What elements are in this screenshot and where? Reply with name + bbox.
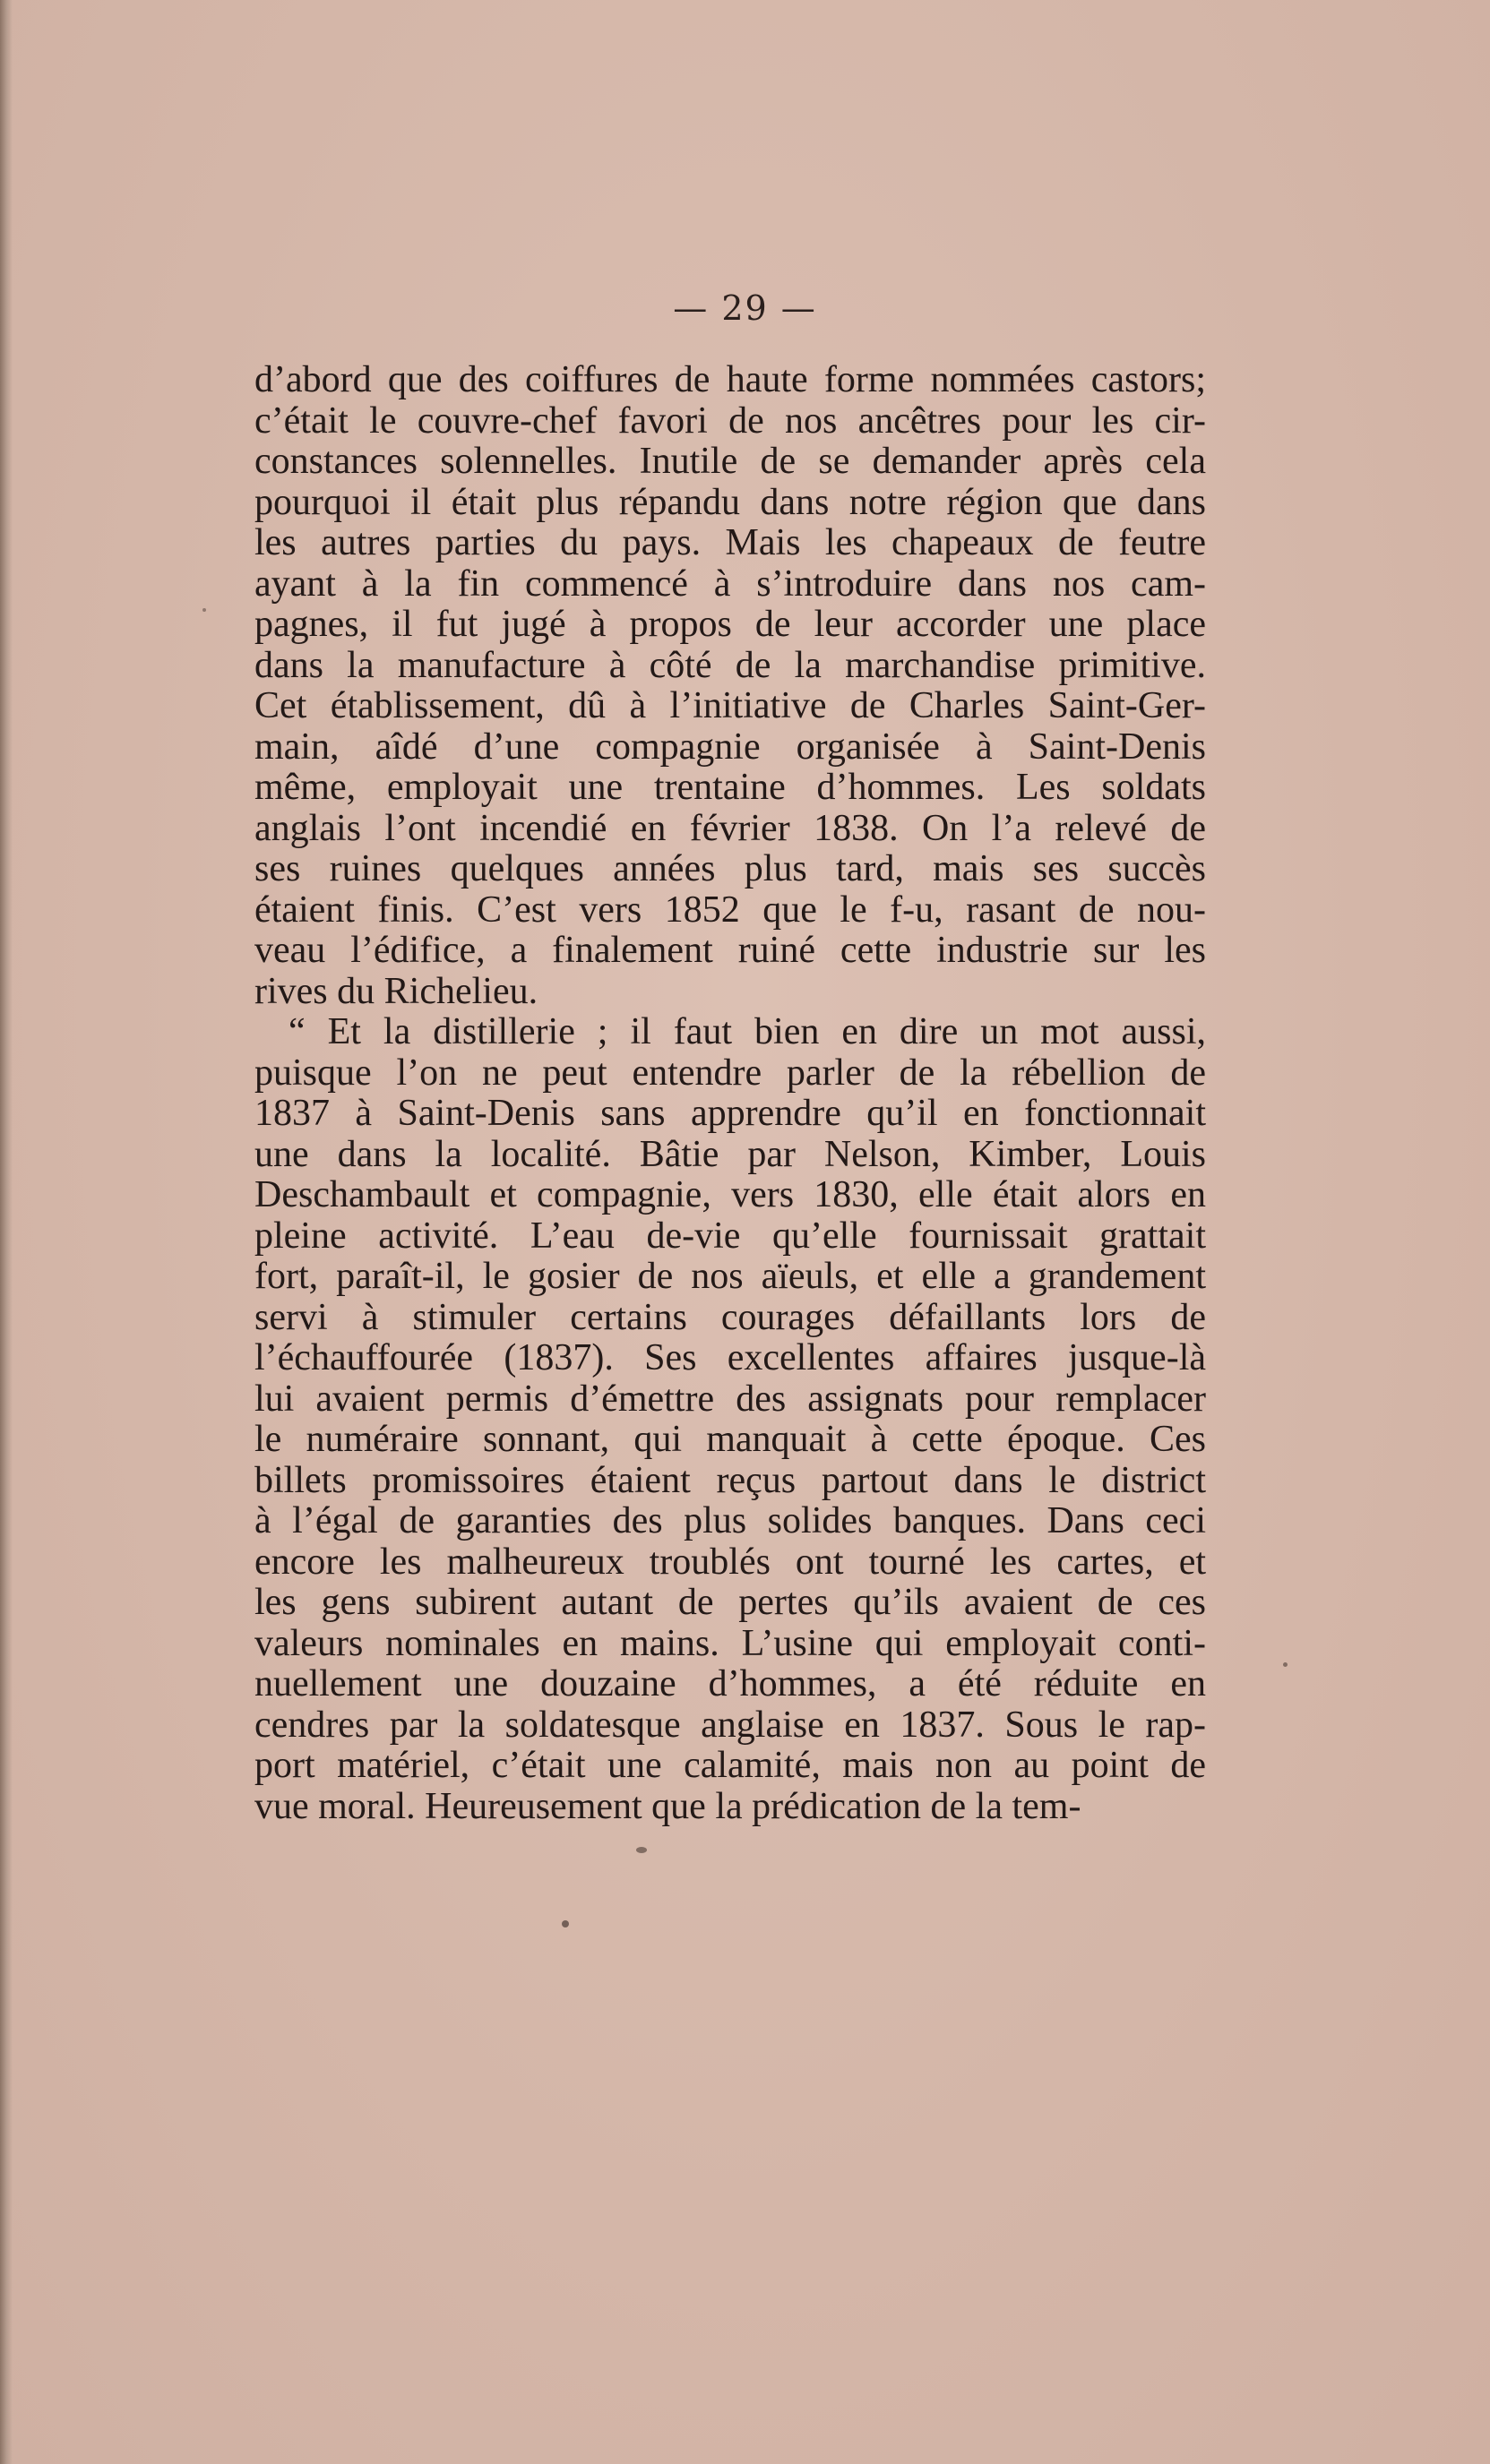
text-line: 1837 à Saint-Denis sans apprendre qu’il en fonctionnait [254,1093,1206,1134]
paper-speck [562,1920,569,1927]
text-line: dans la manufacture à côté de la marchandise primitive. [254,644,1206,686]
text-line: encore les malheureux troublés ont tourné les cartes, et [254,1541,1206,1583]
text-line: “ Et la distillerie ; il faut bien en dire un mot aussi, [289,1011,1206,1052]
text-line: pleine activité. L’eau de-vie qu’elle fournissait grattait [254,1215,1206,1257]
text-line: nuellement une douzaine d’hommes, a été réduite en [254,1663,1206,1704]
paper-speck [202,608,206,612]
page-number: — 29 — [673,288,817,328]
text-line: puisque l’on ne peut entendre parler de la rébellion de [254,1052,1206,1094]
text-line: port matériel, c’était une calamité, mais non au point de [254,1745,1206,1786]
text-line: veau l’édifice, a finalement ruiné cette industrie sur les [254,930,1206,971]
text-line: valeurs nominales en mains. L’usine qui employait conti- [254,1622,1206,1664]
text-line: c’était le couvre-chef favori de nos ancêtres pour les cir- [254,399,1206,442]
text-line: pagnes, il fut jugé à propos de leur accorder une place [254,604,1206,645]
text-line: constances solennelles. Inutile de se demander après cela [254,441,1206,482]
text-line: cendres par la soldatesque anglaise en 1837. Sous le rap- [254,1704,1206,1746]
text-line: les autres parties du pays. Mais les chapeaux de feutre [254,522,1206,563]
text-line: le numéraire sonnant, qui manquait à cette époque. Ces [254,1419,1206,1460]
text-line: l’échauffourée (1837). Ses excellentes affaires jusque-là [254,1337,1206,1378]
text-line: vue moral. Heureusement que la prédication de la tem- [254,1785,1081,1827]
text-line: rives du Richelieu. [254,970,538,1012]
text-line: Cet établissement, dû à l’initiative de Charles Saint-Ger- [254,685,1206,726]
text-line: ayant à la fin commencé à s’introduire dans nos cam- [254,562,1206,605]
text-line: les gens subirent autant de pertes qu’ils avaient de ces [254,1582,1206,1623]
text-line: lui avaient permis d’émettre des assignats pour remplacer [254,1378,1206,1420]
text-line: à l’égal de garanties des plus solides banques. Dans ceci [254,1500,1206,1541]
text-line: anglais l’ont incendié en février 1838. On l’a relevé de [254,807,1206,849]
text-line: Deschambault et compagnie, vers 1830, elle était alors en [254,1174,1206,1215]
text-line: d’abord que des coiffures de haute forme nommées castors; [254,359,1206,400]
text-line: une dans la localité. Bâtie par Nelson, Kimber, Louis [254,1133,1206,1175]
text-line: servi à stimuler certains courages défaillants lors de [254,1296,1206,1338]
text-line: fort, paraît-il, le gosier de nos aïeuls, et elle a grandement [254,1256,1206,1297]
text-line: billets promissoires étaient reçus partout dans le district [254,1459,1206,1501]
paper-speck [636,1847,647,1853]
body-text [254,360,1206,1827]
text-line: étaient finis. C’est vers 1852 que le f-u, rasant de nou- [254,889,1206,931]
text-line: même, employait une trentaine d’hommes. Les soldats [254,767,1206,808]
page-binding-edge [0,0,13,2464]
paper-speck [1283,1662,1288,1667]
text-line: pourquoi il était plus répandu dans notre région que dans [254,481,1206,523]
text-line: ses ruines quelques années plus tard, mais ses succès [254,848,1206,889]
text-line: main, aîdé d’une compagnie organisée à Saint-Denis [254,725,1206,768]
